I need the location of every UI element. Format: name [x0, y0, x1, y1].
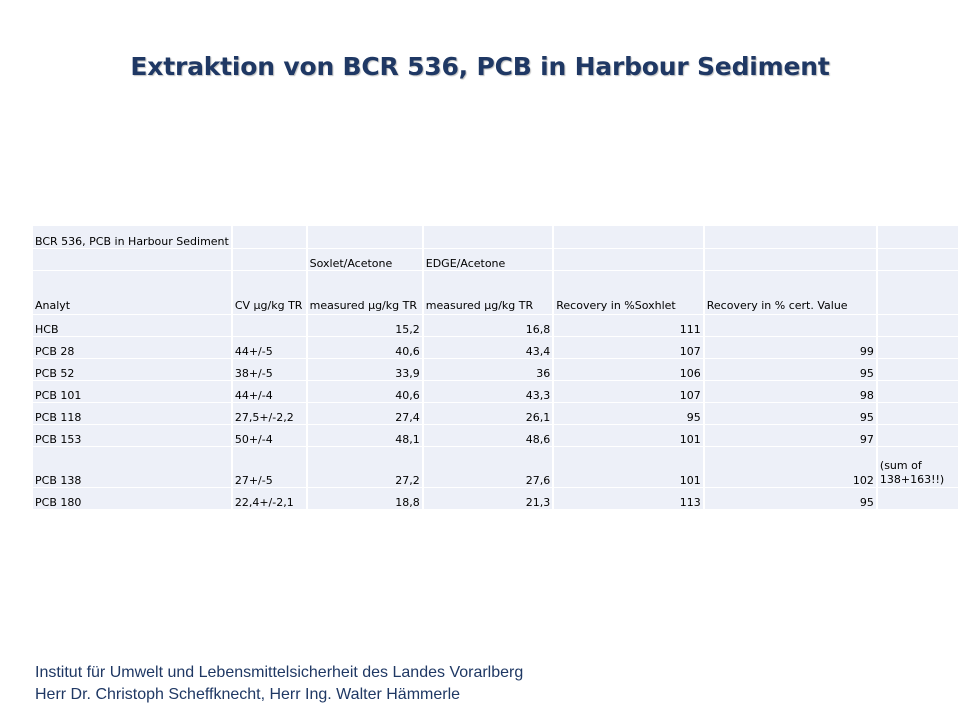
table-cell: 48,6: [424, 425, 553, 446]
column-header-recovery-soxhlet: Recovery in %Soxhlet: [554, 271, 702, 314]
table-cell: 26,1: [424, 403, 553, 424]
footer: [35, 662, 523, 706]
table-row: [33, 337, 958, 358]
table-cell: 48,1: [308, 425, 422, 446]
table-cell-analyt: PCB 153: [33, 425, 231, 446]
table-cell: 107: [554, 337, 702, 358]
table-cell: 15,2: [308, 315, 422, 336]
method-header-cell: [33, 249, 231, 270]
table-cell: 95: [705, 359, 876, 380]
table-cell: 113: [554, 488, 702, 509]
table-cell: 27,6: [424, 447, 553, 487]
results-table: [31, 225, 960, 510]
empty-cell: [705, 226, 876, 248]
empty-cell: [878, 226, 958, 248]
table-cell: 95: [705, 488, 876, 509]
table-row: [33, 315, 958, 336]
table-cell-analyt: PCB 101: [33, 381, 231, 402]
table-cell-note: [878, 425, 958, 446]
table-cell: 40,6: [308, 381, 422, 402]
table-cell-analyt: PCB 52: [33, 359, 231, 380]
column-header-note: [878, 271, 958, 314]
table-cell-note: [878, 403, 958, 424]
table-row: [33, 447, 958, 487]
column-header-edge-measured: measured µg/kg TR: [424, 271, 553, 314]
table-row: [33, 403, 958, 424]
table-cell: 107: [554, 381, 702, 402]
slide-title: Extraktion von BCR 536, PCB in Harbour Sediment: [130, 52, 830, 81]
table-cell: 101: [554, 447, 702, 487]
footer-authors: Herr Dr. Christoph Scheffknecht, Herr Ing. Walter Hämmerle: [35, 686, 461, 703]
empty-cell: [424, 226, 553, 248]
method-header-cell: [554, 249, 702, 270]
table-cell: 43,3: [424, 381, 553, 402]
table-cell: 43,4: [424, 337, 553, 358]
table-cell: 27,5+/-2,2: [233, 403, 306, 424]
table-cell: 18,8: [308, 488, 422, 509]
table-cell: 50+/-4: [233, 425, 306, 446]
table-row: [33, 488, 958, 509]
table-cell: 33,9: [308, 359, 422, 380]
table-cell-analyt: PCB 180: [33, 488, 231, 509]
column-header-soxlet-measured: measured µg/kg TR: [308, 271, 422, 314]
table-cell: 98: [705, 381, 876, 402]
table-cell: 99: [705, 337, 876, 358]
method-header-edge: EDGE/Acetone: [424, 249, 553, 270]
table-cell-analyt: PCB 118: [33, 403, 231, 424]
empty-cell: [554, 226, 702, 248]
table-cell: 102: [705, 447, 876, 487]
column-header-row: [33, 271, 958, 314]
table-cell: 38+/-5: [233, 359, 306, 380]
table-cell-note: [878, 315, 958, 336]
table-cell: 21,3: [424, 488, 553, 509]
table-cell: 106: [554, 359, 702, 380]
column-header-cv: CV µg/kg TR: [233, 271, 306, 314]
table-cell: 101: [554, 425, 702, 446]
table-cell: 44+/-4: [233, 381, 306, 402]
table-cell: 27,2: [308, 447, 422, 487]
method-header-row: [33, 249, 958, 270]
table-cell-analyt: PCB 28: [33, 337, 231, 358]
table-cell: 40,6: [308, 337, 422, 358]
table-cell: 16,8: [424, 315, 553, 336]
method-header-cell: [878, 249, 958, 270]
table-cell: 95: [554, 403, 702, 424]
table-cell: [233, 315, 306, 336]
empty-cell: [308, 226, 422, 248]
method-header-soxlet: Soxlet/Acetone: [308, 249, 422, 270]
table-row: [33, 425, 958, 446]
table-cell: 95: [705, 403, 876, 424]
method-header-cell: [705, 249, 876, 270]
method-header-cell: [233, 249, 306, 270]
table-cell: [705, 315, 876, 336]
table-cell-note: [878, 337, 958, 358]
table-cell-analyt: PCB 138: [33, 447, 231, 487]
column-header-recovery-cert: Recovery in % cert. Value: [705, 271, 876, 314]
table-cell-note: [878, 359, 958, 380]
results-table-container: [31, 225, 960, 510]
table-caption: BCR 536, PCB in Harbour Sediment: [33, 226, 231, 248]
table-cell: 111: [554, 315, 702, 336]
table-caption-row: [33, 226, 958, 248]
table-cell-analyt: HCB: [33, 315, 231, 336]
table-cell: 36: [424, 359, 553, 380]
table-cell-note: [878, 381, 958, 402]
table-cell: 97: [705, 425, 876, 446]
table-row: [33, 359, 958, 380]
table-cell: 44+/-5: [233, 337, 306, 358]
empty-cell: [233, 226, 306, 248]
table-cell-note: (sum of 138+163!!): [878, 447, 958, 487]
table-cell: 27+/-5: [233, 447, 306, 487]
footer-institute: Institut für Umwelt und Lebensmittelsicherheit des Landes Vorarlberg: [35, 664, 524, 681]
table-cell: 27,4: [308, 403, 422, 424]
column-header-analyt: Analyt: [33, 271, 231, 314]
table-cell: 22,4+/-2,1: [233, 488, 306, 509]
table-cell-note: [878, 488, 958, 509]
table-row: [33, 381, 958, 402]
